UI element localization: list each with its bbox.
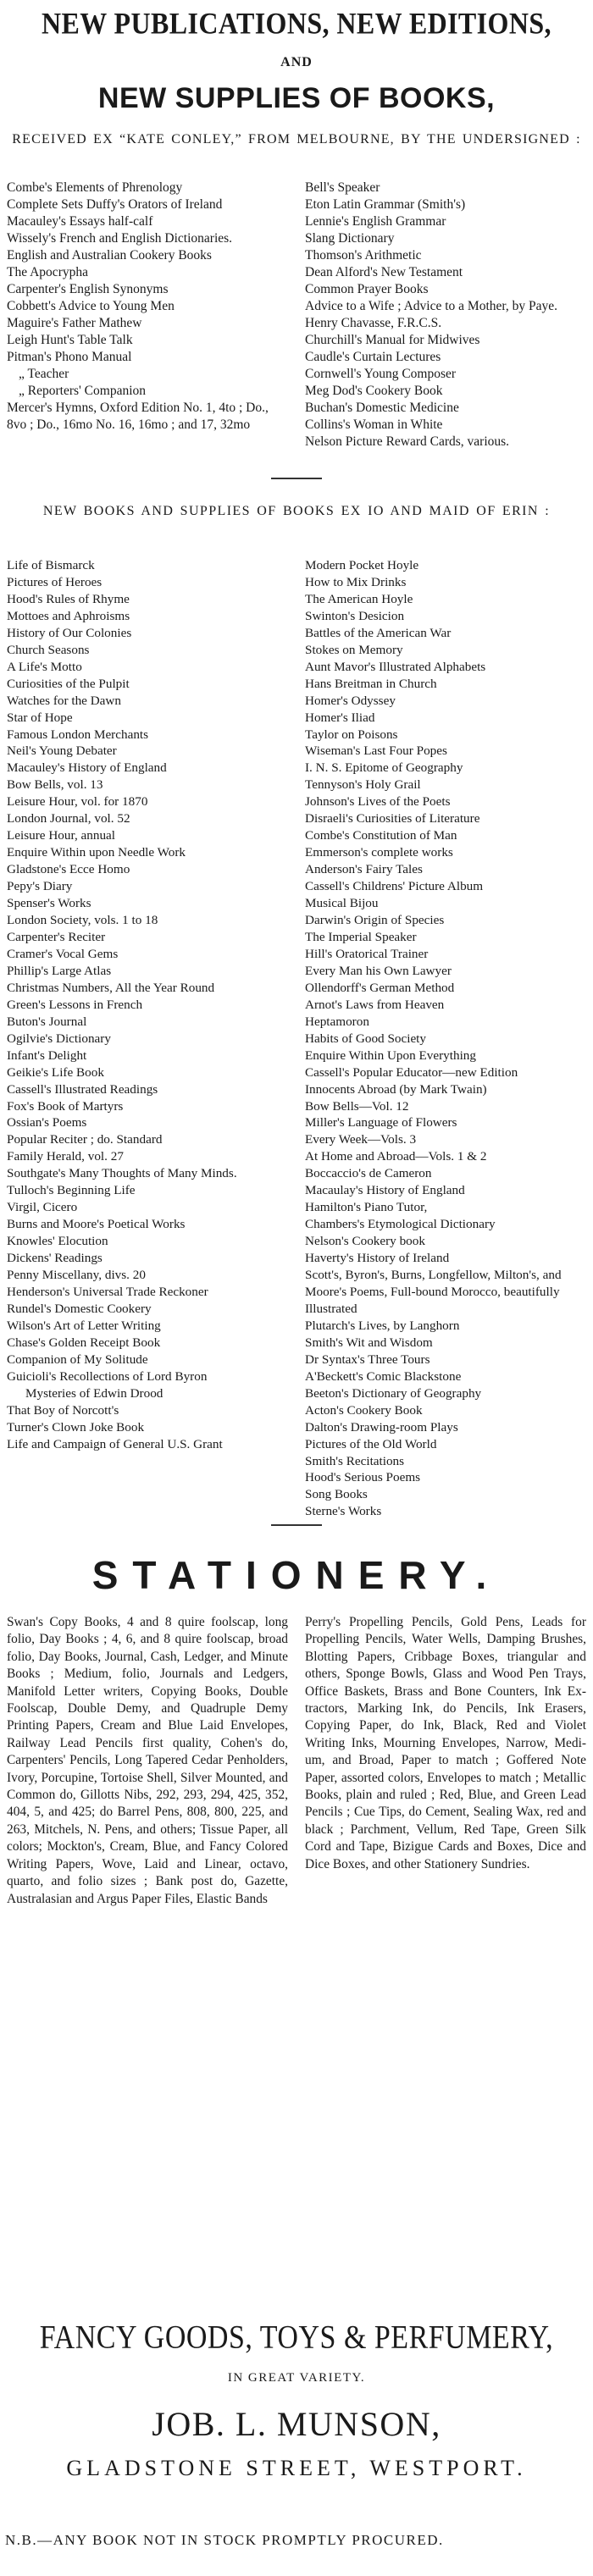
list-item: Bow Bells—Vol. 12: [305, 1098, 409, 1114]
list-item: Johnson's Lives of the Poets: [305, 794, 451, 810]
list-item: Gladstone's Ecce Homo: [7, 862, 130, 877]
list-item: Mysteries of Edwin Drood: [25, 1385, 163, 1401]
list-item: Ollendorff's German Method: [305, 980, 455, 995]
list-item: Chambers's Etymological Dictionary: [305, 1217, 496, 1232]
list-item: Neil's Young Debater: [7, 744, 117, 759]
stationery-right-paragraph: Perry's Propelling Pencils, Gold Pens, Leads for Propelling Pencils, Water Wells, Damping Brushes, Blotting Papers, Cribbage Boxes, triangular and others, Sponge Bowls, Glass and Wood Pen Trays, Office Baskets, Brass and Bone Counters, Ink Extractors, Marking Ink, do Pencils, Ink Erasers, Copying Paper, do Ink, Black, Red and Violet Writing Inks, Mourning Envelopes, Narrow, Medium, and Broad, Paper to match ; Goffered Note Paper, assorted colors, Envelopes to match ; Metallic Books, plain and ruled ; Red, Blue, and Green Lead Pencils ; Cue Tips, do Cement, Sealing Wax, red and black ; Parchment, Vellum, Red Tape, Green Silk Cord and Tape, Bizigue Cards and Boxes, Dice and Dice Boxes, and other Stationery Sundries.: [305, 1615, 586, 1871]
list-item: Buchan's Domestic Medicine: [305, 401, 459, 415]
list-item: Common Prayer Books: [305, 282, 429, 296]
list-item: Dalton's Drawing-room Plays: [305, 1419, 458, 1434]
list-item: English and Australian Cookery Books: [7, 248, 212, 263]
list-item: Heptamoron: [305, 1014, 369, 1029]
list-item: Musical Bijou: [305, 896, 379, 911]
supplies-heading: NEW SUPPLIES OF BOOKS,: [97, 82, 496, 114]
list-item: Leisure Hour, annual: [7, 828, 116, 843]
list-item: Arnot's Laws from Heaven: [305, 997, 445, 1012]
list-item: Acton's Cookery Book: [305, 1402, 423, 1418]
list-item: Hill's Oratorical Trainer: [305, 946, 429, 961]
list-item: Habits of Good Society: [305, 1031, 426, 1046]
list-item: Smith's Wit and Wisdom: [305, 1335, 433, 1350]
list-item: Southgate's Many Thoughts of Many Minds.: [7, 1166, 237, 1181]
section1-columns: [7, 180, 586, 451]
list-item: Caudle's Curtain Lectures: [305, 350, 441, 364]
list-item: Tennyson's Holy Grail: [305, 777, 421, 793]
list-item: Enquire Within upon Needle Work: [7, 845, 186, 860]
list-item: Combe's Elements of Phrenology: [7, 180, 183, 195]
list-item: Ossian's Poems: [7, 1115, 87, 1130]
list-item: Plutarch's Lives, by Langhorn: [305, 1318, 460, 1333]
list-item: Homer's Iliad: [305, 710, 375, 725]
list-item: Anderson's Fairy Tales: [305, 862, 423, 877]
list-item: A'Beckett's Comic Blackstone: [305, 1368, 462, 1384]
list-item: Pictures of the Old World: [305, 1436, 437, 1451]
list-item: Churchill's Manual for Midwives: [305, 333, 480, 347]
list-item: Hamilton's Piano Tutor,: [305, 1200, 428, 1215]
list-item: Church Seasons: [7, 642, 90, 657]
list-item: Mottoes and Aphroisms: [7, 608, 130, 623]
list-item: I. N. S. Epitome of Geography: [305, 760, 463, 776]
list-item: How to Mix Drinks: [305, 574, 407, 589]
list-item: Darwin's Origin of Species: [305, 913, 445, 928]
list-item: Miller's Language of Flowers: [305, 1115, 457, 1130]
list-item: Pictures of Heroes: [7, 574, 103, 589]
list-item: Christmas Numbers, All the Year Round: [7, 980, 215, 995]
list-item: Knowles' Elocution: [7, 1234, 108, 1249]
list-item: Boccaccio's de Cameron: [305, 1166, 432, 1181]
list-item: Collins's Woman in White: [305, 417, 443, 432]
list-item: Advice to a Wife ; Advice to a Mother, by Paye. Henry Chavasse, F.R.C.S.: [305, 299, 558, 330]
section2-columns: [7, 557, 586, 1520]
list-item: Companion of My Solitude: [7, 1352, 148, 1367]
list-item: Famous London Merchants: [7, 727, 149, 742]
list-item: Smith's Recitations: [305, 1453, 405, 1468]
great-variety-text: IN GREAT VARIETY.: [227, 2371, 366, 2385]
list-item: Scott's, Byron's, Burns, Longfellow, Milton's, and Moore's Poems, Full-bound Morocco, beautifully Illustrated: [305, 1268, 562, 1316]
list-item: Sterne's Works: [305, 1504, 382, 1519]
business-address: GLADSTONE STREET, WESTPORT.: [66, 2456, 527, 2480]
section-divider: [271, 1524, 322, 1526]
list-item: Cornwell's Young Composer: [305, 367, 457, 381]
list-item: Macaulay's History of England: [305, 1183, 465, 1198]
list-item: Pitman's Phono Manual: [7, 350, 132, 364]
list-item: Nelson's Cookery book: [305, 1234, 425, 1249]
list-item: Geikie's Life Book: [7, 1064, 104, 1080]
list-item: Family Herald, vol. 27: [7, 1149, 124, 1164]
list-item: Ogilvie's Dictionary: [7, 1031, 111, 1046]
list-item: At Home and Abroad—Vols. 1 & 2: [305, 1149, 487, 1164]
list-item: Cassell's Childrens' Picture Album: [305, 879, 484, 894]
list-item: Macauley's Essays half-calf: [7, 214, 153, 229]
list-item: A Life's Motto: [7, 659, 82, 674]
list-item: Maguire's Father Mathew: [7, 316, 142, 330]
fancy-goods-heading: FANCY GOODS, TOYS & PERFUMERY,: [39, 2319, 554, 2356]
list-item: Modern Pocket Hoyle: [305, 558, 419, 572]
list-item: Cassell's Popular Educator—new Edition: [305, 1064, 518, 1080]
list-item: Henderson's Universal Trade Reckoner: [7, 1284, 208, 1299]
list-item: Carpenter's English Synonyms: [7, 282, 169, 296]
list-item: Cramer's Vocal Gems: [7, 946, 119, 961]
list-item: Stokes on Memory: [305, 642, 403, 657]
list-item: The Apocrypha: [7, 265, 88, 279]
list-item: Wissely's French and English Dictionaries.: [7, 231, 233, 246]
list-item: Enquire Within Upon Everything: [305, 1048, 476, 1063]
list-item: Beeton's Dictionary of Geography: [305, 1385, 482, 1401]
list-item: Mercer's Hymns, Oxford Edition No. 1, 4to ; Do., 8vo ; Do., 16mo No. 16, 16mo ; and 17, 32mo: [7, 401, 269, 432]
list-item: Complete Sets Duffy's Orators of Ireland: [7, 197, 223, 212]
list-item: Combe's Constitution of Man: [305, 828, 457, 843]
list-item: Every Man his Own Lawyer: [305, 963, 452, 978]
list-item: Phillip's Large Atlas: [7, 963, 112, 978]
section1-left-list: [7, 180, 288, 451]
list-item: Green's Lessons in French: [7, 997, 143, 1012]
list-item: Meg Dod's Cookery Book: [305, 384, 443, 398]
list-item: Leisure Hour, vol. for 1870: [7, 794, 148, 810]
list-item: Aunt Mavor's Illustrated Alphabets: [305, 659, 486, 674]
list-item: Dr Syntax's Three Tours: [305, 1352, 430, 1367]
stationery-heading: STATIONERY.: [91, 1553, 502, 1597]
list-item: Slang Dictionary: [305, 231, 395, 246]
list-item: Hood's Rules of Rhyme: [7, 591, 130, 606]
list-item: Haverty's History of Ireland: [305, 1251, 450, 1266]
list-item: Tulloch's Beginning Life: [7, 1183, 136, 1198]
list-item: Life of Bismarck: [7, 558, 95, 572]
list-item: Turner's Clown Joke Book: [7, 1419, 145, 1434]
list-item: Star of Hope: [7, 710, 73, 725]
list-item: Disraeli's Curiosities of Literature: [305, 811, 480, 826]
list-item: „ Reporters' Companion: [19, 384, 147, 398]
list-item: Dickens' Readings: [7, 1251, 103, 1266]
list-item: Burns and Moore's Poetical Works: [7, 1217, 186, 1232]
list-item: Life and Campaign of General U.S. Grant: [7, 1436, 223, 1451]
list-item: Cassell's Illustrated Readings: [7, 1081, 158, 1097]
list-item: Buton's Journal: [7, 1014, 87, 1029]
list-item: The American Hoyle: [305, 591, 413, 606]
proprietor-name: JOB. L. MUNSON,: [152, 2405, 441, 2443]
list-item: Infant's Delight: [7, 1048, 87, 1063]
stationery-columns: [7, 1614, 586, 1908]
list-item: London Journal, vol. 52: [7, 811, 130, 826]
list-item: Curiosities of the Pulpit: [7, 676, 130, 691]
list-item: Guicioli's Recollections of Lord Byron: [7, 1368, 208, 1384]
list-item: Battles of the American War: [305, 625, 452, 640]
list-item: „ Teacher: [19, 367, 69, 381]
list-item: Every Week—Vols. 3: [305, 1132, 417, 1147]
list-item: Song Books: [305, 1487, 368, 1502]
list-item: Swinton's Desicion: [305, 608, 405, 623]
list-item: Lennie's English Grammar: [305, 214, 446, 229]
list-item: Taylor on Poisons: [305, 727, 398, 742]
section2-right-list: [305, 557, 586, 1520]
list-item: Fox's Book of Martyrs: [7, 1098, 124, 1114]
list-item: Innocents Abroad (by Mark Twain): [305, 1081, 487, 1097]
list-item: Bell's Speaker: [305, 180, 380, 195]
list-item: Wiseman's Last Four Popes: [305, 744, 447, 759]
list-item: Penny Miscellany, divs. 20: [7, 1268, 146, 1283]
list-item: Emmerson's complete works: [305, 845, 453, 860]
list-item: Dean Alford's New Testament: [305, 265, 463, 279]
list-item: Leigh Hunt's Table Talk: [7, 333, 133, 347]
list-item: Watches for the Dawn: [7, 693, 121, 708]
list-item: Thomson's Arithmetic: [305, 248, 422, 263]
received-subheading: RECEIVED EX “KATE CONLEY,” FROM MELBOURNE, BY THE UNDERSIGNED :: [12, 132, 581, 146]
list-item: Hood's Serious Poems: [305, 1470, 421, 1485]
section1-right-list: [305, 180, 586, 451]
list-item: The Imperial Speaker: [305, 929, 417, 944]
list-item: Hans Breitman in Church: [305, 676, 437, 691]
list-item: Bow Bells, vol. 13: [7, 777, 103, 793]
list-item: Nelson Picture Reward Cards, various.: [305, 434, 510, 449]
section-divider: [271, 478, 322, 479]
list-item: Macauley's History of England: [7, 760, 167, 776]
section2-left-list: [7, 557, 288, 1520]
list-item: Cobbett's Advice to Young Men: [7, 299, 175, 313]
list-item: Virgil, Cicero: [7, 1200, 78, 1215]
and-connector: AND: [280, 55, 313, 69]
list-item: Chase's Golden Receipt Book: [7, 1335, 161, 1350]
list-item: Popular Reciter ; do. Standard: [7, 1132, 163, 1147]
list-item: Wilson's Art of Letter Writing: [7, 1318, 161, 1333]
footnote: N.B.—ANY BOOK NOT IN STOCK PROMPTLY PROCURED.: [5, 2532, 444, 2548]
list-item: Spenser's Works: [7, 896, 91, 911]
list-item: Eton Latin Grammar (Smith's): [305, 197, 466, 212]
list-item: That Boy of Norcott's: [7, 1402, 119, 1418]
list-item: London Society, vols. 1 to 18: [7, 913, 158, 928]
list-item: Carpenter's Reciter: [7, 929, 106, 944]
list-item: Pepy's Diary: [7, 879, 73, 894]
publications-heading: NEW PUBLICATIONS, NEW EDITIONS,: [42, 5, 551, 41]
list-item: History of Our Colonies: [7, 625, 132, 640]
section2-heading: NEW BOOKS AND SUPPLIES OF BOOKS EX IO AND MAID OF ERIN :: [42, 504, 551, 518]
list-item: Homer's Odyssey: [305, 693, 396, 708]
list-item: Rundel's Domestic Cookery: [7, 1301, 152, 1316]
stationery-left-paragraph: Swan's Copy Books, 4 and 8 quire foolscap, long folio, Day Books ; 4, 6, and 8 quire foolscap, broad folio, Day Books, Journal, Cash, Ledger, and Minute Books ; Medium, folio, Journals and Ledgers, Manifold Letter writers, Copying Books, Double Foolscap, Double Demy, and Quadruple Demy Printing Papers, Cream and Blue Laid Envelopes, Railway Lead Pencils first quality, Cohen's do, Carpenters' Pencils, Long Tapered Cedar Penholders, Ivory, Porcupine, Tortoise Shell, Silver Mounted, and Common do, Gillotts Nibs, 292, 293, 294, 425, 352, 404, 5, and 425; do Barrel Pens, 808, 800, 225, and 263, Mitchels, N. Pens, and others; Tissue Paper, all colors; Mockton's, Cream, Blue, and Fancy Colored Writing Papers, Wove, Laid and Linear, octavo, quarto, and folio sizes ; Bank post do, Gazette, Australasian and Argus Paper Files, Elastic Bands: [7, 1615, 288, 1906]
